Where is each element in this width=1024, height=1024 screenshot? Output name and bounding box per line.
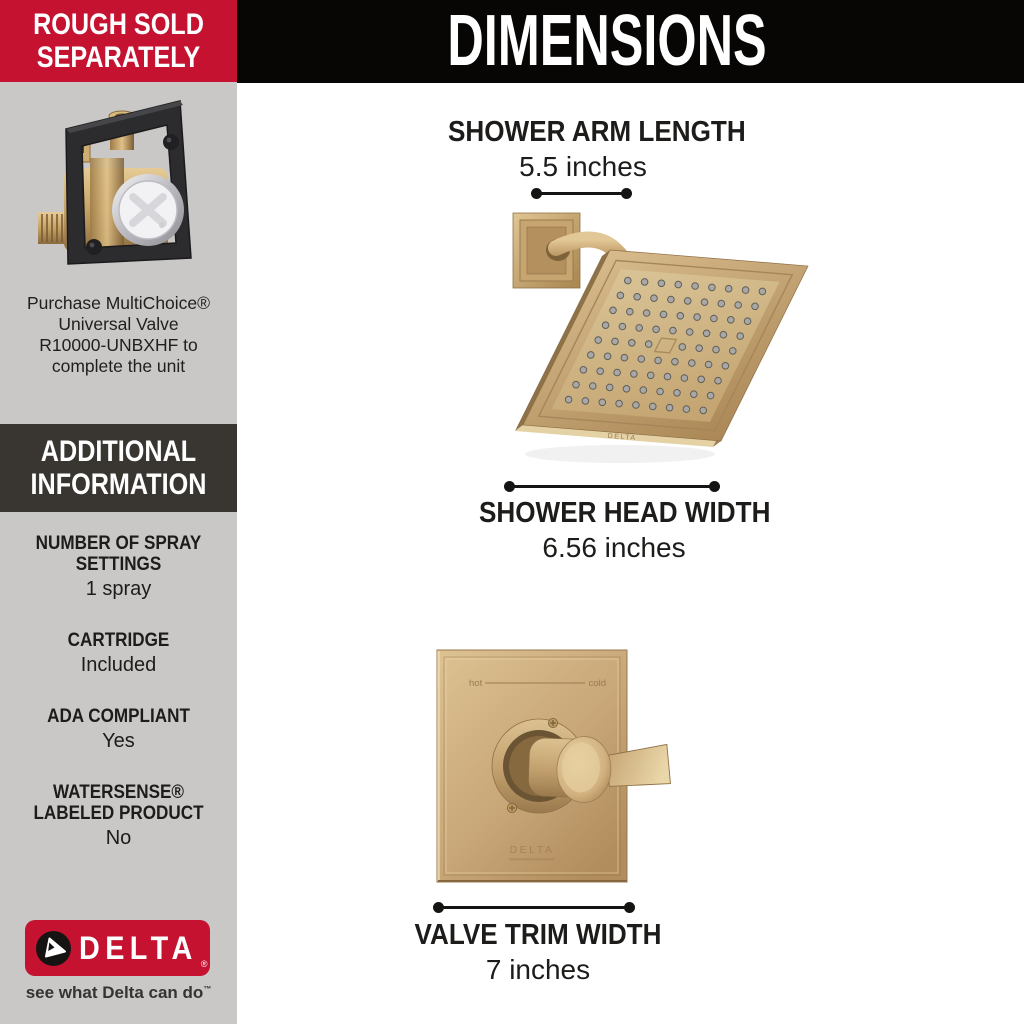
dimension-label: VALVE TRIM WIDTH	[414, 919, 662, 951]
dimension-caption-shower-head	[464, 497, 771, 563]
spec-list	[0, 533, 237, 879]
dimension-value: 5.5 inches	[519, 151, 647, 182]
spec-item-spray-settings	[0, 533, 237, 600]
purchase-note-line: R10000-UNBXHF to	[39, 335, 198, 355]
rough-in-valve-illustration	[30, 94, 210, 282]
purchase-note-line: Universal Valve	[58, 314, 179, 334]
spec-item-cartridge	[0, 630, 237, 676]
spec-value: 1 spray	[85, 578, 152, 600]
spec-label: NUMBER OF SPRAY SETTINGS	[35, 533, 202, 575]
rough-sold-banner-line2: SEPARATELY	[36, 41, 201, 74]
dimension-caption-shower-arm	[433, 116, 746, 182]
sidebar	[0, 0, 237, 1024]
additional-info-banner-line2: INFORMATION	[30, 468, 207, 501]
spec-item-watersense	[0, 782, 237, 849]
dimension-label: SHOWER ARM LENGTH	[448, 116, 746, 148]
rough-sold-banner	[0, 0, 237, 82]
dimensions-panel	[237, 0, 1024, 1024]
rough-sold-banner-line1: ROUGH SOLD	[33, 8, 204, 41]
dimension-line-shower-arm	[535, 192, 628, 195]
dimension-line-shower-head	[508, 485, 716, 488]
hot-engraving: hot	[469, 678, 483, 689]
additional-info-banner-line1: ADDITIONAL	[40, 435, 197, 468]
head-brand-engraving: DELTA	[607, 432, 637, 443]
purchase-note	[0, 293, 237, 377]
dimension-line-valve-trim	[437, 906, 631, 909]
spec-label: WATERSENSE® LABELED PRODUCT	[33, 782, 204, 824]
dimensions-banner	[237, 0, 1024, 83]
spec-value: No	[105, 827, 132, 849]
spec-value: Yes	[102, 730, 135, 752]
dimension-value: 7 inches	[485, 954, 591, 985]
spec-item-ada	[0, 706, 237, 752]
spec-value: Included	[80, 654, 157, 676]
delta-tagline: see what Delta can do™	[25, 983, 212, 1002]
trim-brand-engraving: DELTA	[509, 844, 555, 856]
delta-logo-mark-icon	[35, 930, 72, 967]
purchase-note-line: Purchase MultiChoice®	[26, 293, 211, 313]
dimensions-title: DIMENSIONS	[447, 1, 768, 81]
spec-label: ADA COMPLIANT	[47, 706, 190, 727]
registered-mark: ®	[200, 959, 208, 969]
delta-logo	[25, 920, 210, 976]
cold-engraving: cold	[588, 678, 606, 689]
dimension-value: 6.56 inches	[542, 532, 686, 563]
trim-handle	[528, 735, 672, 806]
additional-info-banner	[0, 424, 237, 512]
purchase-note-line: complete the unit	[51, 356, 186, 376]
spec-label: CARTRIDGE	[67, 630, 170, 651]
valve-trim-illustration	[423, 643, 683, 893]
dimension-label: SHOWER HEAD WIDTH	[479, 497, 771, 529]
delta-brand-text: DELTA	[79, 929, 198, 966]
dimension-caption-valve-trim	[388, 920, 688, 985]
shower-head-illustration	[470, 198, 830, 478]
